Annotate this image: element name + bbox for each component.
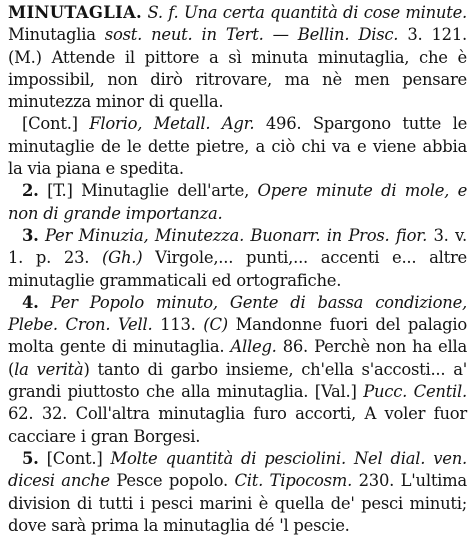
- source-ref: 113.: [160, 315, 196, 335]
- citation-ref: 3. v. 1. p. 23.: [8, 225, 467, 268]
- source-name: Florio, Metall. Agr.: [89, 114, 255, 134]
- grammar-note: sost. neut. in Tert. — Bellin. Disc.: [104, 25, 399, 45]
- citation-ref: 3. 121. (M.): [8, 25, 467, 67]
- quotation: Mandonne fuori del palagio molta gente di minutaglia.: [8, 315, 467, 357]
- source-name: Cit. Tipocosm.: [234, 471, 353, 491]
- term: Minutaglia: [8, 25, 96, 45]
- definition-text: Una certa quantità di cose minute.: [183, 3, 467, 22]
- quotation: Virgole,... punti,... accenti e... altre minutaglie grammaticali ed ortografiche.: [8, 248, 467, 290]
- sense-5: [8, 448, 467, 537]
- sense-4: [8, 292, 467, 448]
- quotation-italic: la verità: [14, 359, 84, 379]
- editor-tag: [T.]: [47, 181, 73, 201]
- source-ref: 86.: [282, 337, 309, 357]
- editor-tag: (Gh.): [101, 248, 143, 268]
- sense-2: [8, 180, 467, 225]
- editor-tag: [Cont.]: [22, 114, 78, 134]
- quotation: Coll'altra minutaglia furo accorti, A voler fuor cacciare i gran Borgesi.: [8, 404, 468, 446]
- source-name: Pucc. Centil.: [363, 382, 468, 402]
- quotation: Attende il pittore a sì minuta minutaglia, che è impossibil, non dirò ritrovare, ma nè men pensare minutezza minor di quella.: [8, 47, 467, 112]
- source-name: Alleg.: [230, 337, 277, 357]
- definition-text: Opere minute di mole, e non di grande importanza.: [8, 181, 468, 223]
- term: Pesce popolo.: [116, 471, 228, 491]
- headword: MINUTAGLIA.: [8, 3, 143, 22]
- source-ref: 496.: [265, 114, 302, 134]
- sense-3: [8, 225, 467, 292]
- sense-number: 2.: [22, 181, 39, 201]
- editor-tag: [Val.]: [314, 382, 357, 402]
- quotation-part: Perchè non ha ella (: [8, 337, 467, 379]
- sense-number: 4.: [22, 292, 39, 312]
- entry-definition: [8, 2, 467, 113]
- editor-tag: (C): [203, 315, 228, 335]
- definition-text: Per Minuzia, Minutezza. Buonarr. in Pros. fior.: [45, 225, 428, 245]
- editor-tag: [Cont.]: [46, 448, 103, 468]
- grammar-label: S. f.: [147, 3, 179, 22]
- quotation: Spargono tutte le minutaglie de le dette pietre, a ciò chi va e viene abbia la via piana e spedita.: [8, 114, 468, 179]
- quotation: L'ultima division di tutti i pesci marini è quella de' pesci minuti; dove sarà prima la minutaglia dé 'l pescie.: [8, 471, 467, 535]
- sense-number: 5.: [22, 448, 39, 468]
- definition-text: Molte quantità di pesciolini. Nel dial. ven. dicesi anche: [8, 448, 467, 491]
- entry-citation-florio: [8, 113, 467, 180]
- sense-number: 3.: [22, 225, 39, 245]
- term: Minutaglie dell'arte,: [81, 181, 250, 201]
- quotation-part: ) tanto di garbo insieme, ch'ella s'accosti... a' grandi piuttosto che alla minutaglia.: [8, 359, 468, 402]
- source-ref: 62. 32.: [8, 404, 68, 424]
- definition-text: Per Popolo minuto, Gente di bassa condizione, Plebe. Cron. Vell.: [8, 292, 467, 335]
- source-ref: 230.: [358, 471, 395, 491]
